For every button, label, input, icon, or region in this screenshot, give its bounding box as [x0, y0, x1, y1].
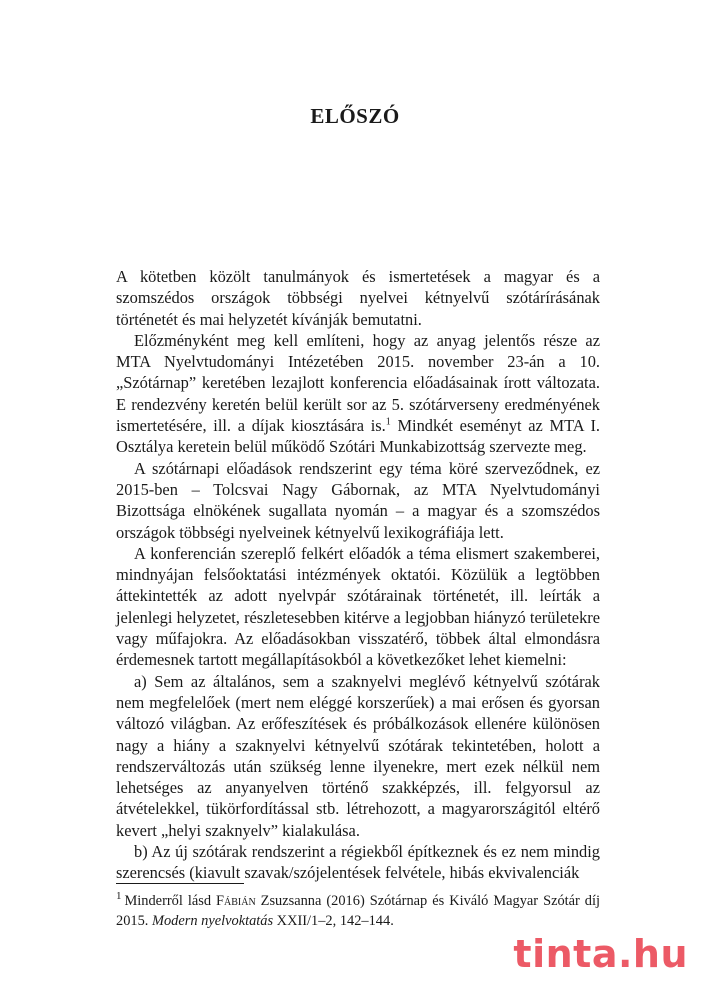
footnote-reference: 1 [385, 416, 391, 428]
watermark-logo: tinta.hu [513, 932, 688, 976]
footnote-text: Minderről lásd [124, 893, 216, 909]
footnote-number: 1 [116, 890, 122, 903]
paragraph: A szótárnapi előadások rendszerint egy téma köré szerveződnek, ez 2015-ben – Tolcsvai Nagy Gábornak, az MTA Nyelvtudományi Bizottsága elnökének sugallata nyomán – a magyar és a szomszédos országok többségi nyelveinek kétnyelvű lexikográfiája lett. [116, 458, 600, 542]
main-text [116, 266, 600, 884]
footnote-journal: Modern nyelvoktatás [151, 913, 274, 929]
footnote-divider [116, 883, 244, 884]
paragraph-text: Előzményként meg kell említeni, hogy az anyag jelentős része az MTA Nyelvtudományi Intézetében 2015. november 23-án a 10. „Szótárnap” keretében lezajlott konferencia előadásainak írott változata. E rendezvény keretén belül került sor az 5. szótárverseny eredményének ismertetésére, ill. a díjak kiosztására is. [116, 330, 600, 436]
footnote-author: Fábián [216, 893, 256, 909]
paragraph: A konferencián szereplő felkért előadók a téma elismert szakemberei, mindnyájan felsőoktatási intézmények oktatói. Közülük a legtöbben áttekintették az adott nyelvpár szótárainak történetét, ill. leírták a jelenlegi helyzetet, részletesebben kitérve a legjobban hiányzó területekre vagy műfajokra. Az előadásokban visszatérő, többek által elmondásra érdemesnek tartott megállapításokból a következőket lehet kiemelni: [116, 543, 600, 670]
footnote-text: XXII/1–2, 142–144. [273, 913, 394, 929]
paragraph-text: Mindkét eseményt az MTA I. Osztálya keretein belül működő Szótári Munkabizottság szervezte meg. [116, 416, 600, 457]
page-title: ELŐSZÓ [310, 104, 400, 128]
paragraph: a) Sem az általános, sem a szaknyelvi meglévő kétnyelvű szótárak nem megfelelőek (mert nem eléggé korszerűek) a mai erősen és gyorsan változó világban. Az erőfeszítések és próbálkozások ellenére különösen nagy a hiány a szaknyelvi kétnyelvű szótárak tekintetében, holott a rendszerváltozás után szükség lenne ilyenekre, mert ezek nélkül nem lehetséges az anyanyelven történő szakképzés, ill. felgyorsul az átvételekkel, tükörfordítással stb. létrehozott, a magyarországitól eltérő kevert „helyi szaknyelv” kialakulása. [116, 671, 600, 840]
paragraph [116, 330, 600, 458]
footnote-text: Zsuzsanna (2016) Szótárnap és Kiváló Magyar Szótár díj 2015. [116, 893, 600, 929]
footnote [116, 891, 600, 931]
paragraph: b) Az új szótárak rendszerint a régiekből építkeznek és ez nem mindig szerencsés (kiavult szavak/szójelentések felvétele, hibás ekvivalenciák [116, 842, 600, 883]
paragraph: A kötetben közölt tanulmányok és ismertetések a magyar és a szomszédos országok többségi nyelvei kétnyelvű szótárírásának történetét és mai helyzetét kívánják bemutatni. [116, 267, 600, 329]
